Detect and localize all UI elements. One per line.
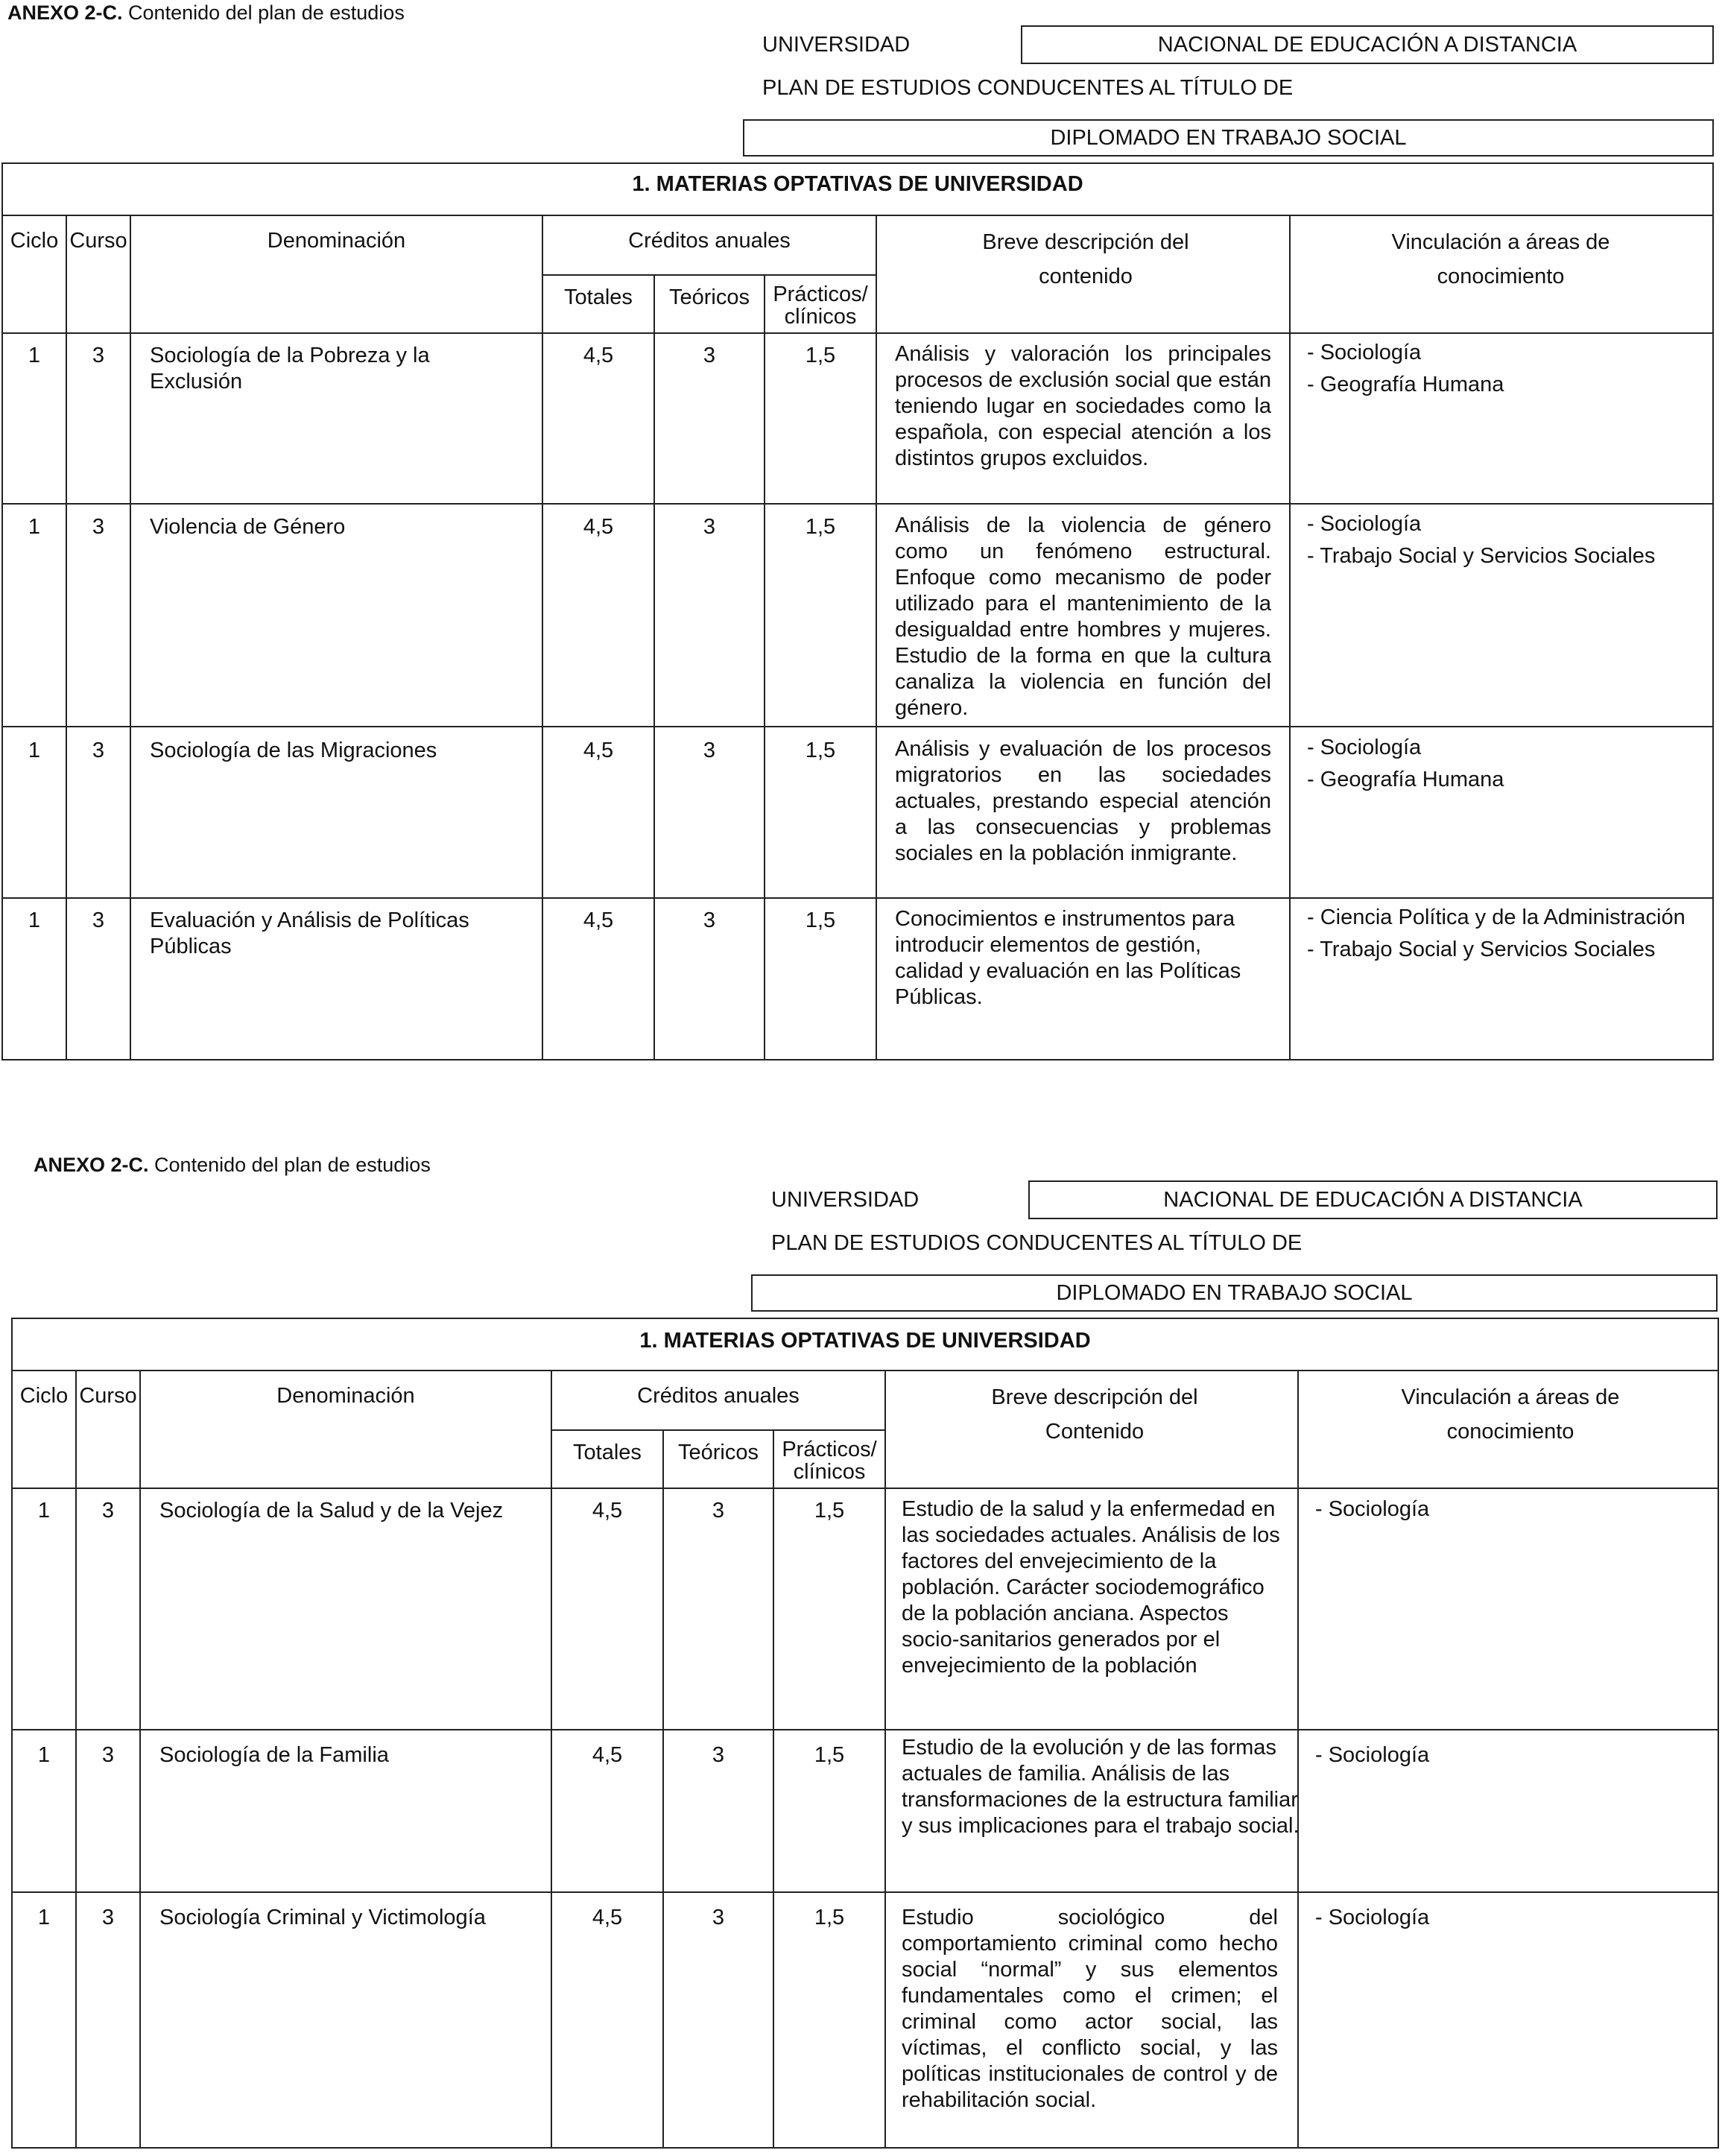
row-practicos: 1,5 [805, 908, 836, 932]
header-creditos: Créditos anuales [628, 229, 791, 253]
area-item: - Ciencia Política y de la Administración [1307, 905, 1686, 929]
header-denominacion: Denominación [267, 229, 406, 253]
row-teoricos: 3 [703, 908, 716, 932]
header-descripcion: Breve descripción del contenido [982, 230, 1189, 288]
header-creditos: Créditos anuales [637, 1384, 800, 1408]
header-totales: Totales [573, 1441, 642, 1464]
row-areas [1307, 340, 1709, 404]
row-descripcion: Conocimientos e instrumentos para introducir elementos de gestión, calidad y evaluación en las Políticas Públicas. [895, 907, 1241, 1009]
header-curso: Curso [69, 229, 127, 253]
header-descripcion: Breve descripción del Contenido [991, 1385, 1198, 1444]
area-item: - Sociología [1315, 1497, 1430, 1521]
titulo-value: DIPLOMADO EN TRABAJO SOCIAL [1056, 1280, 1413, 1305]
row-areas [1307, 905, 1694, 969]
section-title: 1. MATERIAS OPTATIVAS DE UNIVERSIDAD [632, 172, 1083, 196]
row-areas [1315, 1496, 1703, 1529]
row-ciclo: 1 [28, 908, 41, 932]
row-totales: 4,5 [583, 344, 614, 367]
row-curso: 3 [101, 1499, 115, 1523]
row-ciclo: 1 [37, 1743, 51, 1767]
document-page-2 [0, 1148, 1725, 2156]
row-denominacion: Sociología de la Pobreza y la Exclusión [150, 344, 430, 393]
header-vinculacion: Vinculación a áreas de conocimiento [1401, 1385, 1620, 1444]
row-denominacion: Sociología de las Migraciones [150, 739, 437, 762]
row-teoricos: 3 [703, 515, 716, 539]
row-areas [1315, 1742, 1703, 1774]
row-descripcion: Análisis y evaluación de los procesos migratorios en las sociedades actuales, prestando especial atención a las consecuencias y problemas sociales en la población inmigrante. [895, 737, 1271, 865]
row-practicos: 1,5 [814, 1499, 845, 1523]
row-practicos: 1,5 [805, 515, 836, 539]
row-denominacion: Sociología de la Salud y de la Vejez [159, 1499, 504, 1523]
plan-label: PLAN DE ESTUDIOS CONDUCENTES AL TÍTULO DE [762, 76, 1294, 100]
row-curso: 3 [92, 344, 105, 367]
annex-heading: ANEXO 2-C. Contenido del plan de estudios [7, 1, 405, 24]
row-totales: 4,5 [592, 1499, 623, 1523]
header-teoricos: Teóricos [669, 285, 750, 309]
header-totales: Totales [564, 285, 633, 309]
header-denominacion: Denominación [276, 1384, 415, 1408]
row-areas [1307, 735, 1709, 799]
header-ciclo: Ciclo [19, 1384, 69, 1408]
header-ciclo: Ciclo [10, 229, 59, 253]
row-ciclo: 1 [28, 344, 41, 367]
document-page-1 [0, 0, 1725, 1073]
universidad-label: UNIVERSIDAD [771, 1188, 920, 1212]
annex-heading: ANEXO 2-C. Contenido del plan de estudios [34, 1154, 431, 1176]
row-teoricos: 3 [703, 739, 716, 762]
area-item: - Sociología [1315, 1906, 1430, 1929]
row-totales: 4,5 [583, 515, 614, 539]
titulo-value: DIPLOMADO EN TRABAJO SOCIAL [1050, 125, 1407, 150]
row-descripcion: Estudio de la evolución y de las formas actuales de familia. Análisis de las transformaciones de la estructura familiar y sus implicaciones para el trabajo social. [902, 1736, 1300, 1838]
plan-label: PLAN DE ESTUDIOS CONDUCENTES AL TÍTULO DE [771, 1231, 1303, 1255]
row-totales: 4,5 [592, 1906, 623, 1929]
row-teoricos: 3 [712, 1499, 725, 1523]
titulo-value-box [751, 1274, 1718, 1312]
row-practicos: 1,5 [805, 739, 836, 762]
row-teoricos: 3 [712, 1743, 725, 1767]
row-teoricos: 3 [712, 1906, 725, 1929]
row-curso: 3 [101, 1906, 115, 1929]
row-descripcion: Estudio de la salud y la enfermedad en las sociedades actuales. Análisis de los factores del envejecimiento de la población. Carácter sociodemográfico de la población anciana. Aspectos socio-sanitarios generados por el envejecimiento de la población [902, 1497, 1280, 1678]
row-totales: 4,5 [583, 739, 614, 762]
area-item: - Sociología [1307, 341, 1422, 364]
area-item: - Trabajo Social y Servicios Sociales [1307, 544, 1656, 568]
row-totales: 4,5 [583, 908, 614, 932]
area-item: - Trabajo Social y Servicios Sociales [1307, 938, 1656, 961]
row-areas [1315, 1905, 1703, 1937]
titulo-value-box [743, 119, 1714, 157]
universidad-value-box [1021, 25, 1714, 64]
area-item: - Geografía Humana [1307, 768, 1504, 791]
row-curso: 3 [92, 908, 105, 932]
row-denominacion: Evaluación y Análisis de Políticas Públicas [150, 908, 469, 958]
section-title: 1. MATERIAS OPTATIVAS DE UNIVERSIDAD [639, 1329, 1091, 1353]
row-totales: 4,5 [592, 1743, 623, 1767]
area-item: - Geografía Humana [1307, 373, 1504, 396]
universidad-value-box [1028, 1180, 1718, 1219]
header-vinculacion: Vinculación a áreas de conocimiento [1391, 230, 1610, 288]
row-teoricos: 3 [703, 344, 716, 367]
row-denominacion: Sociología Criminal y Victimología [159, 1906, 486, 1929]
courses-table [1, 162, 1714, 1060]
row-areas [1307, 511, 1709, 575]
row-ciclo: 1 [28, 739, 41, 762]
courses-table [11, 1318, 1719, 2149]
header-teoricos: Teóricos [678, 1441, 759, 1464]
row-curso: 3 [92, 515, 105, 539]
row-ciclo: 1 [37, 1906, 51, 1929]
row-descripcion: Análisis de la violencia de género como un fenómeno estructural. Enfoque como mecanismo de poder utilizado para el mantenimiento de la desigualdad entre hombres y mujeres. Estudio de la forma en que la cultura canaliza la violencia en función del género. [895, 513, 1271, 720]
row-descripcion: Estudio sociológico del comportamiento criminal como hecho social “normal” y sus elementos fundamentales como el crimen; el criminal como actor social, las víctimas, el conflicto social, y las políticas institucionales de control y de rehabilitación social. [902, 1906, 1278, 2112]
row-curso: 3 [101, 1743, 115, 1767]
header-practicos: Prácticos/ clínicos [782, 1438, 877, 1484]
area-item: - Sociología [1307, 512, 1422, 536]
row-descripcion: Análisis y valoración los principales procesos de exclusión social que están teniendo lugar en sociedades como la española, con especial atención a los distintos grupos excluidos. [895, 342, 1271, 470]
row-curso: 3 [92, 739, 105, 762]
universidad-value: NACIONAL DE EDUCACIÓN A DISTANCIA [1163, 1187, 1583, 1212]
header-practicos: Prácticos/ clínicos [773, 282, 868, 329]
row-practicos: 1,5 [805, 344, 836, 367]
row-ciclo: 1 [28, 515, 41, 539]
area-item: - Sociología [1307, 736, 1422, 759]
row-denominacion: Sociología de la Familia [159, 1743, 389, 1767]
row-denominacion: Violencia de Género [150, 515, 346, 539]
row-ciclo: 1 [37, 1499, 51, 1523]
row-practicos: 1,5 [814, 1743, 845, 1767]
row-practicos: 1,5 [814, 1906, 845, 1929]
universidad-label: UNIVERSIDAD [762, 33, 911, 57]
universidad-value: NACIONAL DE EDUCACIÓN A DISTANCIA [1157, 32, 1577, 57]
area-item: - Sociología [1315, 1743, 1430, 1767]
header-curso: Curso [79, 1384, 137, 1408]
